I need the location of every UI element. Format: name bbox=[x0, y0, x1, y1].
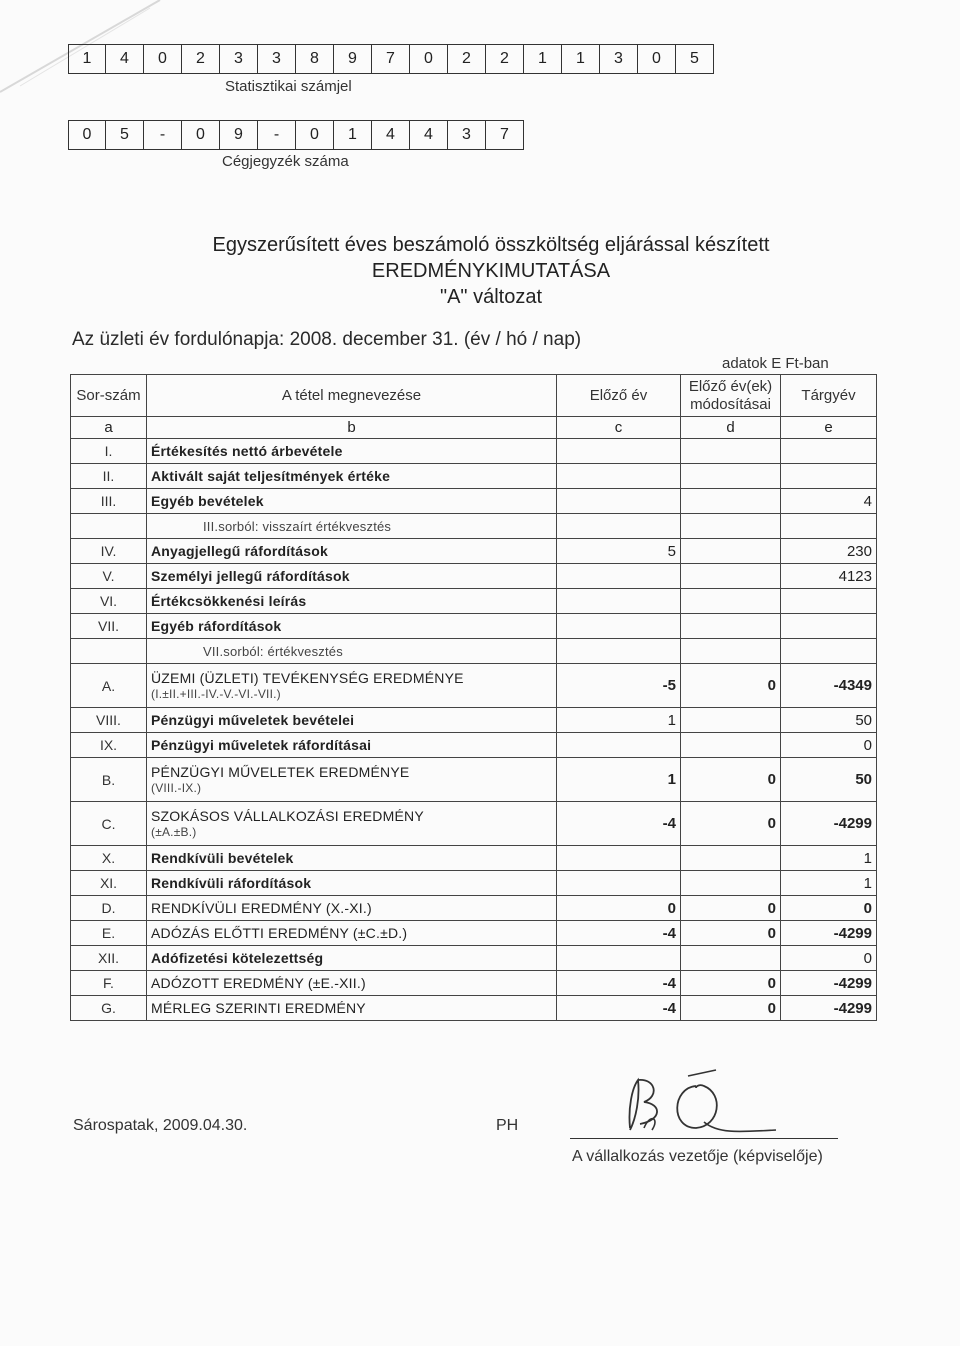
modification-value bbox=[681, 539, 781, 564]
row-number: I. bbox=[71, 439, 147, 464]
modification-value bbox=[681, 489, 781, 514]
modification-value bbox=[681, 614, 781, 639]
row-number: IX. bbox=[71, 733, 147, 758]
row-label: Egyéb bevételek bbox=[151, 493, 264, 509]
statistical-number-digit-box: 0 bbox=[144, 44, 182, 74]
current-year-value: 50 bbox=[781, 758, 877, 802]
modification-value bbox=[681, 846, 781, 871]
letter-d: d bbox=[681, 417, 781, 439]
modification-value bbox=[681, 439, 781, 464]
table-row bbox=[71, 489, 877, 514]
statistical-number-caption: Statisztikai számjel bbox=[225, 78, 352, 95]
statistical-number-digit-box: 0 bbox=[410, 44, 448, 74]
row-label: Értékesítés nettó árbevétele bbox=[151, 443, 343, 459]
prev-year-value bbox=[557, 639, 681, 664]
row-label-cell bbox=[147, 802, 557, 846]
modification-value: 0 bbox=[681, 921, 781, 946]
current-year-value bbox=[781, 514, 877, 539]
prev-year-value bbox=[557, 614, 681, 639]
table-row bbox=[71, 896, 877, 921]
statistical-number-digit-box: 7 bbox=[372, 44, 410, 74]
table-row bbox=[71, 514, 877, 539]
row-label: III.sorból: visszaírt értékvesztés bbox=[203, 518, 392, 534]
prev-year-value bbox=[557, 514, 681, 539]
row-number: IV. bbox=[71, 539, 147, 564]
signer-caption: A vállalkozás vezetője (képviselője) bbox=[572, 1148, 823, 1165]
modification-value bbox=[681, 514, 781, 539]
company-registry-digit-box: 0 bbox=[68, 120, 106, 150]
row-label-cell bbox=[147, 708, 557, 733]
modification-value: 0 bbox=[681, 758, 781, 802]
company-registry-digit-box: 4 bbox=[372, 120, 410, 150]
modification-value bbox=[681, 564, 781, 589]
company-registry-digit-box: - bbox=[144, 120, 182, 150]
row-label-cell bbox=[147, 921, 557, 946]
current-year-value: 4 bbox=[781, 489, 877, 514]
income-statement-table bbox=[70, 374, 877, 1021]
current-year-value: 1 bbox=[781, 846, 877, 871]
row-label-cell bbox=[147, 589, 557, 614]
row-label-cell bbox=[147, 539, 557, 564]
prev-year-value: -4 bbox=[557, 921, 681, 946]
col-header-curr: Tárgyév bbox=[781, 375, 877, 417]
row-label-cell bbox=[147, 971, 557, 996]
modification-value bbox=[681, 946, 781, 971]
letter-e: e bbox=[781, 417, 877, 439]
company-registry-digit-box: - bbox=[258, 120, 296, 150]
statistical-number-digit-box: 3 bbox=[258, 44, 296, 74]
prev-year-value bbox=[557, 871, 681, 896]
table-row bbox=[71, 664, 877, 708]
row-label: PÉNZÜGYI MŰVELETEK EREDMÉNYE bbox=[151, 763, 410, 780]
modification-value: 0 bbox=[681, 896, 781, 921]
prev-year-value: 1 bbox=[557, 758, 681, 802]
current-year-value: -4349 bbox=[781, 664, 877, 708]
row-label: Pénzügyi műveletek ráfordításai bbox=[151, 737, 372, 753]
statistical-number-digit-box: 9 bbox=[334, 44, 372, 74]
modification-value bbox=[681, 871, 781, 896]
current-year-value bbox=[781, 464, 877, 489]
row-label-cell bbox=[147, 439, 557, 464]
statistical-number-digit-box: 1 bbox=[524, 44, 562, 74]
statistical-number-digit-box: 0 bbox=[638, 44, 676, 74]
company-registry-caption: Cégjegyzék száma bbox=[222, 153, 349, 170]
row-number: VII. bbox=[71, 614, 147, 639]
row-label: RENDKÍVÜLI EREDMÉNY (X.-XI.) bbox=[151, 900, 372, 916]
row-formula: (±A.±B.) bbox=[151, 824, 197, 839]
row-label-cell bbox=[147, 639, 557, 664]
stamp-placeholder: PH bbox=[496, 1117, 519, 1134]
row-label: ÜZEMI (ÜZLETI) TEVÉKENYSÉG EREDMÉNYE bbox=[151, 669, 464, 686]
row-label-cell bbox=[147, 514, 557, 539]
row-label: Értékcsökkenési leírás bbox=[151, 593, 307, 609]
row-number: III. bbox=[71, 489, 147, 514]
current-year-value: 50 bbox=[781, 708, 877, 733]
statistical-number-boxes bbox=[68, 44, 714, 74]
modification-value bbox=[681, 708, 781, 733]
prev-year-value bbox=[557, 489, 681, 514]
prev-year-value bbox=[557, 564, 681, 589]
row-number: XI. bbox=[71, 871, 147, 896]
row-number bbox=[71, 639, 147, 664]
prev-year-value: 5 bbox=[557, 539, 681, 564]
row-number: X. bbox=[71, 846, 147, 871]
prev-year-value: -4 bbox=[557, 802, 681, 846]
table-row bbox=[71, 802, 877, 846]
letter-c: c bbox=[557, 417, 681, 439]
prev-year-value: -4 bbox=[557, 971, 681, 996]
row-number: B. bbox=[71, 758, 147, 802]
statistical-number-digit-box: 2 bbox=[182, 44, 220, 74]
current-year-value bbox=[781, 439, 877, 464]
report-title-variant: "A" változat bbox=[439, 286, 543, 308]
row-label-cell bbox=[147, 846, 557, 871]
report-title-line1: Egyszerűsített éves beszámoló összköltség eljárással készített bbox=[212, 234, 770, 256]
table-row bbox=[71, 614, 877, 639]
row-label-cell bbox=[147, 871, 557, 896]
current-year-value: -4299 bbox=[781, 971, 877, 996]
company-registry-digit-box: 1 bbox=[334, 120, 372, 150]
row-label-cell bbox=[147, 614, 557, 639]
table-row bbox=[71, 921, 877, 946]
row-label-cell bbox=[147, 564, 557, 589]
statistical-number-digit-box: 1 bbox=[562, 44, 600, 74]
row-number: G. bbox=[71, 996, 147, 1021]
table-row bbox=[71, 996, 877, 1021]
row-number: VIII. bbox=[71, 708, 147, 733]
place-and-date: Sárospatak, 2009.04.30. bbox=[73, 1117, 248, 1134]
prev-year-value bbox=[557, 946, 681, 971]
row-number bbox=[71, 514, 147, 539]
row-label: ADÓZOTT EREDMÉNY (±E.-XII.) bbox=[151, 975, 366, 991]
statistical-number-digit-box: 4 bbox=[106, 44, 144, 74]
row-formula: (VIII.-IX.) bbox=[151, 780, 202, 795]
row-label-cell bbox=[147, 996, 557, 1021]
row-number: F. bbox=[71, 971, 147, 996]
modification-value: 0 bbox=[681, 802, 781, 846]
modification-value bbox=[681, 733, 781, 758]
modification-value: 0 bbox=[681, 971, 781, 996]
unit-label: adatok E Ft-ban bbox=[722, 355, 829, 372]
prev-year-value bbox=[557, 464, 681, 489]
company-registry-digit-box: 0 bbox=[296, 120, 334, 150]
current-year-value: -4299 bbox=[781, 921, 877, 946]
company-registry-number-boxes bbox=[68, 120, 524, 150]
row-label: Adófizetési kötelezettség bbox=[151, 950, 324, 966]
table-letter-row bbox=[71, 417, 877, 439]
table-row bbox=[71, 971, 877, 996]
col-header-sorszam: Sor-szám bbox=[71, 375, 147, 417]
company-registry-digit-box: 9 bbox=[220, 120, 258, 150]
modification-value bbox=[681, 589, 781, 614]
current-year-value: 230 bbox=[781, 539, 877, 564]
table-row bbox=[71, 439, 877, 464]
row-label: VII.sorból: értékvesztés bbox=[203, 643, 343, 659]
current-year-value bbox=[781, 589, 877, 614]
row-label: Egyéb ráfordítások bbox=[151, 618, 282, 634]
table-row bbox=[71, 564, 877, 589]
row-label: Rendkívüli ráfordítások bbox=[151, 875, 312, 891]
row-label: Aktivált saját teljesítmények értéke bbox=[151, 468, 391, 484]
statistical-number-digit-box: 3 bbox=[600, 44, 638, 74]
prev-year-value: 0 bbox=[557, 896, 681, 921]
prev-year-value: 1 bbox=[557, 708, 681, 733]
row-label-cell bbox=[147, 664, 557, 708]
row-label: Személyi jellegű ráfordítások bbox=[151, 568, 350, 584]
table-row bbox=[71, 758, 877, 802]
current-year-value: 0 bbox=[781, 896, 877, 921]
prev-year-value: -5 bbox=[557, 664, 681, 708]
row-number: C. bbox=[71, 802, 147, 846]
col-header-prev: Előző év bbox=[557, 375, 681, 417]
table-row bbox=[71, 871, 877, 896]
row-label: MÉRLEG SZERINTI EREDMÉNY bbox=[151, 1000, 366, 1016]
company-registry-digit-box: 3 bbox=[448, 120, 486, 150]
current-year-value: -4299 bbox=[781, 996, 877, 1021]
statistical-number-digit-box: 5 bbox=[676, 44, 714, 74]
table-row bbox=[71, 464, 877, 489]
table-row bbox=[71, 946, 877, 971]
current-year-value bbox=[781, 639, 877, 664]
row-label: SZOKÁSOS VÁLLALKOZÁSI EREDMÉNY bbox=[151, 807, 424, 824]
prev-year-value bbox=[557, 439, 681, 464]
statistical-number-digit-box: 2 bbox=[486, 44, 524, 74]
prev-year-value bbox=[557, 733, 681, 758]
prev-year-value: -4 bbox=[557, 996, 681, 1021]
row-number: VI. bbox=[71, 589, 147, 614]
statistical-number-digit-box: 3 bbox=[220, 44, 258, 74]
letter-a: a bbox=[71, 417, 147, 439]
row-number: E. bbox=[71, 921, 147, 946]
statistical-number-digit-box: 2 bbox=[448, 44, 486, 74]
table-row bbox=[71, 846, 877, 871]
report-title-line2: EREDMÉNYKIMUTATÁSA bbox=[371, 260, 611, 282]
row-label-cell bbox=[147, 946, 557, 971]
row-label-cell bbox=[147, 464, 557, 489]
row-label: Rendkívüli bevételek bbox=[151, 850, 294, 866]
row-number: II. bbox=[71, 464, 147, 489]
signature-scribble bbox=[600, 1058, 800, 1148]
table-row bbox=[71, 708, 877, 733]
table-row bbox=[71, 733, 877, 758]
table-row bbox=[71, 639, 877, 664]
row-number: A. bbox=[71, 664, 147, 708]
row-label-cell bbox=[147, 758, 557, 802]
row-formula: (I.±II.+III.-IV.-V.-VI.-VII.) bbox=[151, 686, 281, 701]
current-year-value: 0 bbox=[781, 733, 877, 758]
row-number: V. bbox=[71, 564, 147, 589]
prev-year-value bbox=[557, 846, 681, 871]
modification-value: 0 bbox=[681, 664, 781, 708]
row-label-cell bbox=[147, 733, 557, 758]
modification-value bbox=[681, 464, 781, 489]
company-registry-digit-box: 7 bbox=[486, 120, 524, 150]
signature-line bbox=[570, 1138, 838, 1139]
modification-value bbox=[681, 639, 781, 664]
current-year-value: -4299 bbox=[781, 802, 877, 846]
row-label-cell bbox=[147, 489, 557, 514]
modification-value: 0 bbox=[681, 996, 781, 1021]
table-row bbox=[71, 589, 877, 614]
table-row bbox=[71, 539, 877, 564]
company-registry-digit-box: 5 bbox=[106, 120, 144, 150]
row-number: XII. bbox=[71, 946, 147, 971]
current-year-value: 1 bbox=[781, 871, 877, 896]
current-year-value: 0 bbox=[781, 946, 877, 971]
row-number: D. bbox=[71, 896, 147, 921]
prev-year-value bbox=[557, 589, 681, 614]
row-label: Anyagjellegű ráfordítások bbox=[151, 543, 328, 559]
current-year-value: 4123 bbox=[781, 564, 877, 589]
statistical-number-digit-box: 8 bbox=[296, 44, 334, 74]
row-label: ADÓZÁS ELŐTTI EREDMÉNY (±C.±D.) bbox=[151, 925, 408, 941]
fiscal-year-end: Az üzleti év fordulónapja: 2008. december 31. (év / hó / nap) bbox=[72, 329, 582, 350]
company-registry-digit-box: 4 bbox=[410, 120, 448, 150]
row-label-cell bbox=[147, 896, 557, 921]
col-header-name: A tétel megnevezése bbox=[147, 375, 557, 417]
letter-b: b bbox=[147, 417, 557, 439]
row-label: Pénzügyi műveletek bevételei bbox=[151, 712, 355, 728]
statistical-number-digit-box: 1 bbox=[68, 44, 106, 74]
table-header-row bbox=[71, 375, 877, 417]
col-header-mod: Előző év(ek) módosításai bbox=[681, 375, 781, 417]
company-registry-digit-box: 0 bbox=[182, 120, 220, 150]
current-year-value bbox=[781, 614, 877, 639]
